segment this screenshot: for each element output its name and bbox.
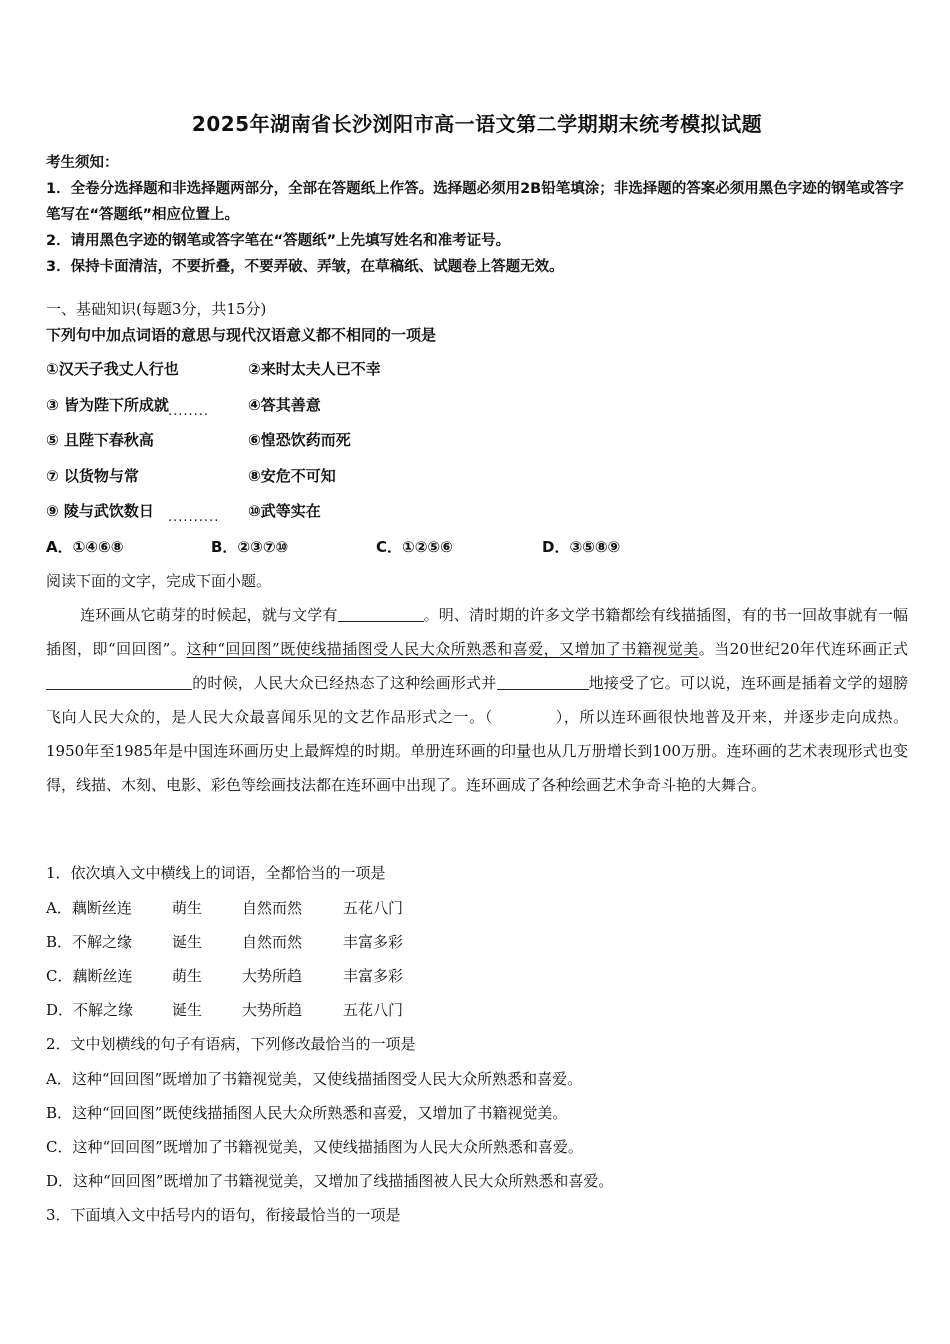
- option-text: 自然而然: [242, 899, 303, 917]
- sentence: ④答其善意: [248, 395, 321, 414]
- option-line[interactable]: A．这种“回回图”既增加了书籍视觉美，又使线描插图受人民大众所熟悉和喜爱。: [46, 1070, 583, 1088]
- option-text: A．藕断丝连: [46, 899, 132, 917]
- choice-c[interactable]: C．①②⑤⑥: [376, 538, 453, 556]
- question-stem: 下列句中加点词语的意思与现代汉语意义都不相同的一项是: [46, 326, 437, 344]
- sentence-pair: [46, 394, 646, 430]
- notice-heading: 考生须知：: [46, 155, 119, 171]
- emphasis-dots: ........: [168, 403, 210, 419]
- sentence: ③ 皆为陛下所成就: [46, 395, 169, 414]
- option-text: 诞生: [172, 933, 203, 951]
- choice-d[interactable]: D．③⑤⑧⑨: [542, 538, 621, 556]
- passage-text: 的时候，人民大众已经热态了这种绘画形式并: [192, 674, 497, 692]
- fill-blank: [338, 605, 424, 622]
- sentence-pair: [46, 500, 646, 536]
- question-stem: 1．依次填入文中横线上的词语，全都恰当的一项是: [46, 864, 386, 882]
- section-heading: 一、基础知识(每题3分，共15分): [46, 300, 267, 318]
- option-text: 大势所趋: [242, 967, 303, 985]
- option-line[interactable]: D．这种“回回图”既增加了书籍视觉美，又增加了线描插图被人民大众所熟悉和喜爱。: [46, 1172, 614, 1190]
- option-text: C．藕断丝连: [46, 967, 133, 985]
- underlined-sentence: 这种“回回图”既使线描插图受人民大众所熟悉和喜爱，又增加了书籍视觉美: [186, 640, 699, 658]
- option-text: B．不解之缘: [46, 933, 133, 951]
- option-text: 大势所趋: [242, 1001, 303, 1019]
- notice-item: 1．全卷分选择题和非选择题两部分，全部在答题纸上作答。选择题必须用2B铅笔填涂；非选择题的答案必须用黑色字迹的钢笔或答字笔写在“答题纸”相应位置上。: [46, 181, 904, 223]
- option-text: 五花八门: [343, 899, 404, 917]
- option-text: D．不解之缘: [46, 1001, 134, 1019]
- option-line[interactable]: B．这种“回回图”既使线描插图人民大众所熟悉和喜爱，又增加了书籍视觉美。: [46, 1104, 568, 1122]
- passage-text: 。明、清时期的许多文学书籍都绘有线描插图，有的书一回故事就有一幅插图，即“回回图”。: [46, 606, 908, 658]
- sentence-pair: [46, 358, 646, 394]
- sentence: ⑤ 且陛下春秋高: [46, 431, 154, 449]
- sentence-pairs: [46, 358, 646, 536]
- sentence: ⑩武等实在: [248, 502, 321, 520]
- choice-b[interactable]: B．②③⑦⑩: [211, 538, 289, 556]
- option-text: 萌生: [172, 899, 203, 917]
- passage-text: 连环画从它萌芽的时候起，就与文学有: [80, 606, 338, 624]
- fill-blank: [497, 673, 589, 690]
- option-text: 丰富多彩: [343, 933, 404, 951]
- option-line[interactable]: C．这种“回回图”既增加了书籍视觉美，又使线描插图为人民大众所熟悉和喜爱。: [46, 1138, 583, 1156]
- option-text: 五花八门: [343, 1001, 404, 1019]
- option-text: 萌生: [172, 967, 203, 985]
- reading-passage: [46, 598, 908, 802]
- exam-notice: [46, 150, 908, 280]
- emphasis-dots: ..........: [168, 510, 220, 525]
- page-title: 2025年湖南省长沙浏阳市高一语文第二学期期末统考模拟试题: [191, 112, 763, 136]
- option-text: 诞生: [172, 1001, 203, 1019]
- notice-item: 2．请用黑色字迹的钢笔或答字笔在“答题纸”上先填写姓名和准考证号。: [46, 233, 511, 249]
- sentence: ⑦ 以货物与常: [46, 466, 139, 485]
- passage-text: 。当20世纪20年代连环画正式: [698, 640, 908, 658]
- option-text: 丰富多彩: [343, 967, 404, 985]
- question-stem: 2．文中划横线的句子有语病，下列修改最恰当的一项是: [46, 1035, 416, 1053]
- passage-text: 地接受了它。可以说，连环画是插着文学的翅膀飞向人民大众的，是人民大众最喜闻乐见的文艺作品形式之一。（ ），所以连环画很快地普及开来，并逐步走向成热。1950年至1985年是中国连环画历史上最辉煌的时期。单册连环画的印量也从几万册增长到100万册。连环画的艺术表现形式也变得，线描、木刻、电影、彩色等绘画技法都在连环画中出现了。连环画成了各种绘画艺术争奇斗艳的大舞合。: [46, 674, 908, 794]
- sentence: ⑥惶恐饮药而死: [248, 431, 351, 449]
- sentence-pair: [46, 429, 646, 465]
- fill-blank: [46, 673, 192, 690]
- sentence-pair: [46, 465, 646, 501]
- reading-instruction: 阅读下面的文字，完成下面小题。: [46, 572, 272, 590]
- option-text: 自然而然: [242, 933, 303, 951]
- sentence: ⑧安危不可知: [248, 466, 336, 485]
- choice-a[interactable]: A．①④⑥⑧: [46, 538, 124, 556]
- notice-item: 3．保持卡面清洁，不要折叠，不要弄破、弄皱，在草稿纸、试题卷上答题无效。: [46, 259, 564, 275]
- sentence: ②来时太夫人已不幸: [248, 360, 381, 378]
- sentence: ⑨ 陵与武饮数日: [46, 502, 154, 520]
- sentence: ①汉天子我丈人行也: [46, 360, 179, 378]
- question-stem: 3．下面填入文中括号内的语句，衔接最恰当的一项是: [46, 1206, 401, 1224]
